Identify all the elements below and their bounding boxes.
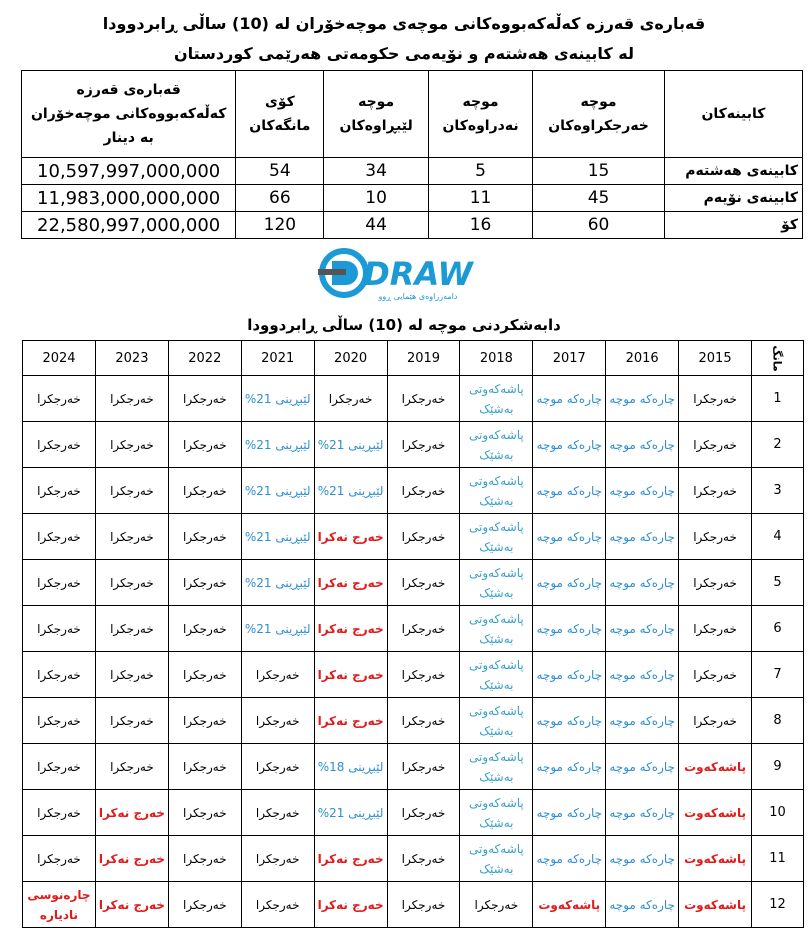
salary-status-cell: خەرجکرا <box>679 606 752 652</box>
salary-status-cell: خەرجکرا <box>95 652 168 698</box>
salary-status-cell: خەرجکرا <box>95 698 168 744</box>
salary-status-cell: خەرجکرا <box>387 560 460 606</box>
year-header-cell: 2022 <box>168 341 241 376</box>
salary-status-cell: پاشەکەوتی بەشێک <box>460 790 533 836</box>
summary-value-cell: 120 <box>236 212 324 239</box>
salary-status-cell: خەرجکرا <box>23 514 96 560</box>
salary-status-cell: چارەکە موچە <box>533 744 606 790</box>
summary-row <box>22 185 803 212</box>
salary-status-cell: چارەکە موچە <box>606 744 679 790</box>
salary-status-cell: پاشەکەوتی بەشێک <box>460 376 533 422</box>
salary-status-cell: خەرج نەکرا <box>314 514 387 560</box>
detail-header-row <box>23 341 804 376</box>
salary-status-cell: خەرجکرا <box>460 882 533 928</box>
month-number-cell: 5 <box>752 560 804 606</box>
month-corner-cell <box>752 341 804 376</box>
salary-status-cell: خەرجکرا <box>168 514 241 560</box>
cabinet-name-cell: کۆ <box>664 212 802 239</box>
salary-status-cell: پاشەکەوتی بەشێک <box>460 698 533 744</box>
summary-value-cell: 15 <box>533 158 665 185</box>
summary-header-cell: موچە خەرجکراوەکان <box>533 71 665 158</box>
page-subtitle: لە کابینەی هەشتەم و نۆیەمی حکومەتی هەرێمی کوردستان <box>173 44 635 63</box>
month-row <box>23 468 804 514</box>
salary-status-cell: خەرجکرا <box>679 652 752 698</box>
salary-status-cell: خەرجکرا <box>95 468 168 514</box>
salary-status-cell: خەرج نەکرا <box>314 560 387 606</box>
year-header-cell: 2015 <box>679 341 752 376</box>
salary-status-cell: پاشەکەوتی بەشێک <box>460 652 533 698</box>
salary-status-cell: لێبڕینی 21% <box>241 422 314 468</box>
salary-status-cell: چارەکە موچە <box>533 560 606 606</box>
salary-status-cell: چارەکە موچە <box>606 422 679 468</box>
salary-status-cell: خەرجکرا <box>387 744 460 790</box>
month-row <box>23 514 804 560</box>
year-header-cell: 2017 <box>533 341 606 376</box>
salary-status-cell: خەرج نەکرا <box>95 790 168 836</box>
salary-status-cell: چارەکە موچە <box>606 698 679 744</box>
summary-row <box>22 212 803 239</box>
month-row <box>23 560 804 606</box>
salary-status-cell: پاشەکەوت <box>533 882 606 928</box>
salary-status-cell: خەرجکرا <box>679 376 752 422</box>
salary-status-cell: خەرجکرا <box>168 560 241 606</box>
salary-status-cell: خەرجکرا <box>168 698 241 744</box>
salary-status-cell: خەرج نەکرا <box>314 606 387 652</box>
logo-tagline: دامەزراوەی هێمایی ڕوو <box>378 292 458 301</box>
salary-status-cell: خەرجکرا <box>23 698 96 744</box>
salary-status-cell: چارەکە موچە <box>533 790 606 836</box>
month-number-cell: 2 <box>752 422 804 468</box>
salary-status-cell: خەرجکرا <box>168 790 241 836</box>
salary-status-cell: پاشەکەوتی بەشێک <box>460 744 533 790</box>
salary-status-cell: لێبڕینی 21% <box>314 790 387 836</box>
salary-status-cell: خەرجکرا <box>679 560 752 606</box>
summary-value-cell: 54 <box>236 158 324 185</box>
salary-status-cell: خەرجکرا <box>387 836 460 882</box>
month-row <box>23 652 804 698</box>
salary-status-cell: خەرجکرا <box>95 606 168 652</box>
salary-status-cell: پاشەکەوت <box>679 882 752 928</box>
year-header-cell: 2023 <box>95 341 168 376</box>
salary-status-cell: خەرجکرا <box>241 744 314 790</box>
summary-row <box>22 158 803 185</box>
salary-status-cell: چارەنوسی نادیارە <box>23 882 96 928</box>
salary-status-cell: خەرجکرا <box>95 560 168 606</box>
salary-status-cell: لێبڕینی 21% <box>241 560 314 606</box>
salary-status-cell: خەرجکرا <box>387 376 460 422</box>
summary-header-cell: کۆی مانگەکان <box>236 71 324 158</box>
summary-value-cell: 10,597,997,000,000 <box>22 158 236 185</box>
salary-status-cell: چارەکە موچە <box>533 836 606 882</box>
salary-status-cell: خەرجکرا <box>314 376 387 422</box>
month-row <box>23 882 804 928</box>
year-header-cell: 2020 <box>314 341 387 376</box>
month-row <box>23 376 804 422</box>
summary-header-row <box>22 71 803 158</box>
salary-status-cell: خەرجکرا <box>241 882 314 928</box>
summary-table <box>21 70 803 239</box>
year-header-cell: 2019 <box>387 341 460 376</box>
salary-status-cell: چارەکە موچە <box>606 606 679 652</box>
summary-value-cell: 34 <box>324 158 428 185</box>
month-number-cell: 8 <box>752 698 804 744</box>
salary-status-cell: خەرجکرا <box>387 652 460 698</box>
salary-status-cell: چارەکە موچە <box>533 652 606 698</box>
salary-status-cell: خەرج نەکرا <box>95 882 168 928</box>
salary-status-cell: خەرجکرا <box>241 698 314 744</box>
salary-status-cell: خەرجکرا <box>241 790 314 836</box>
salary-status-cell: خەرجکرا <box>168 376 241 422</box>
month-row <box>23 744 804 790</box>
year-header-cell: 2021 <box>241 341 314 376</box>
summary-value-cell: 60 <box>533 212 665 239</box>
summary-value-cell: 22,580,997,000,000 <box>22 212 236 239</box>
month-number-cell: 1 <box>752 376 804 422</box>
salary-status-cell: چارەکە موچە <box>606 560 679 606</box>
salary-status-cell: چارەکە موچە <box>606 790 679 836</box>
month-row <box>23 698 804 744</box>
salary-status-cell: خەرجکرا <box>679 422 752 468</box>
month-number-cell: 11 <box>752 836 804 882</box>
salary-status-cell: خەرجکرا <box>95 376 168 422</box>
summary-value-cell: 66 <box>236 185 324 212</box>
salary-status-cell: چارەکە موچە <box>533 698 606 744</box>
salary-status-cell: خەرج نەکرا <box>314 882 387 928</box>
salary-status-cell: خەرجکرا <box>679 468 752 514</box>
summary-header-cell: موچە نەدراوەکان <box>428 71 532 158</box>
logo-mark <box>318 251 366 295</box>
salary-status-cell: خەرجکرا <box>168 468 241 514</box>
cabinet-name-cell: کابینەی نۆیەم <box>664 185 802 212</box>
salary-status-cell: لێبڕینی 21% <box>241 514 314 560</box>
year-header-cell: 2016 <box>606 341 679 376</box>
salary-status-cell: خەرجکرا <box>679 698 752 744</box>
salary-status-cell: خەرجکرا <box>23 606 96 652</box>
summary-header-cell: قەبارەی قەرزە کەڵەکەبووەکانی موچەخۆران بە دینار <box>22 71 236 158</box>
salary-status-cell: خەرجکرا <box>23 468 96 514</box>
salary-status-cell: چارەکە موچە <box>606 468 679 514</box>
salary-status-cell: پاشەکەوتی بەشێک <box>460 560 533 606</box>
logo-word: DRAW <box>363 255 473 293</box>
salary-status-cell: خەرجکرا <box>23 836 96 882</box>
salary-status-cell: خەرجکرا <box>387 790 460 836</box>
salary-status-cell: خەرج نەکرا <box>314 652 387 698</box>
summary-header-cell: موچە لێبڕاوەکان <box>324 71 428 158</box>
month-number-cell: 4 <box>752 514 804 560</box>
month-number-cell: 3 <box>752 468 804 514</box>
summary-header-cell: کابینەکان <box>664 71 802 158</box>
salary-status-cell: خەرجکرا <box>387 606 460 652</box>
salary-status-cell: خەرجکرا <box>387 422 460 468</box>
salary-status-cell: چارەکە موچە <box>606 652 679 698</box>
salary-status-cell: خەرجکرا <box>168 652 241 698</box>
salary-status-cell: پاشەکەوت <box>679 744 752 790</box>
salary-status-cell: خەرجکرا <box>23 790 96 836</box>
salary-status-cell: خەرجکرا <box>168 606 241 652</box>
salary-status-cell: لێبڕینی 21% <box>241 606 314 652</box>
salary-status-cell: خەرجکرا <box>95 744 168 790</box>
salary-status-cell: خەرجکرا <box>23 652 96 698</box>
salary-status-cell: لێبڕینی 21% <box>241 468 314 514</box>
summary-value-cell: 11 <box>428 185 532 212</box>
salary-status-cell: چارەکە موچە <box>533 606 606 652</box>
salary-status-cell: چارەکە موچە <box>533 422 606 468</box>
salary-status-cell: لێبڕینی 18% <box>314 744 387 790</box>
draw-logo <box>318 247 488 303</box>
salary-status-cell: خەرجکرا <box>387 514 460 560</box>
month-corner-label: مانگ <box>771 344 784 372</box>
salary-status-cell: پاشەکەوت <box>679 836 752 882</box>
month-number-cell: 7 <box>752 652 804 698</box>
salary-status-cell: خەرجکرا <box>23 422 96 468</box>
salary-status-cell: چارەکە موچە <box>533 514 606 560</box>
salary-status-cell: لێبڕینی 21% <box>241 376 314 422</box>
salary-status-cell: خەرجکرا <box>23 560 96 606</box>
summary-value-cell: 45 <box>533 185 665 212</box>
salary-status-cell: چارەکە موچە <box>606 514 679 560</box>
salary-status-cell: پاشەکەوتی بەشێک <box>460 836 533 882</box>
summary-value-cell: 16 <box>428 212 532 239</box>
salary-status-cell: پاشەکەوت <box>679 790 752 836</box>
salary-status-cell: چارەکە موچە <box>533 468 606 514</box>
salary-status-cell: خەرجکرا <box>241 836 314 882</box>
summary-value-cell: 11,983,000,000,000 <box>22 185 236 212</box>
month-number-cell: 10 <box>752 790 804 836</box>
page-title: قەبارەی قەرزە کەڵەکەبووەکانی موچەی موچەخۆران لە (10) ساڵی ڕابردوودا <box>102 14 706 33</box>
salary-status-cell: خەرج نەکرا <box>314 698 387 744</box>
salary-status-cell: خەرجکرا <box>168 836 241 882</box>
salary-status-cell: لێبڕینی 21% <box>314 468 387 514</box>
salary-status-cell: خەرجکرا <box>95 514 168 560</box>
month-row <box>23 790 804 836</box>
salary-status-cell: پاشەکەوتی بەشێک <box>460 514 533 560</box>
salary-status-cell: خەرجکرا <box>23 376 96 422</box>
salary-status-cell: چارەکە موچە <box>606 882 679 928</box>
salary-status-cell: خەرجکرا <box>168 422 241 468</box>
month-number-cell: 9 <box>752 744 804 790</box>
cabinet-name-cell: کابینەی هەشتەم <box>664 158 802 185</box>
salary-status-cell: خەرج نەکرا <box>314 836 387 882</box>
month-number-cell: 12 <box>752 882 804 928</box>
summary-value-cell: 44 <box>324 212 428 239</box>
salary-status-cell: خەرجکرا <box>387 698 460 744</box>
salary-status-cell: چارەکە موچە <box>606 836 679 882</box>
year-header-cell: 2018 <box>460 341 533 376</box>
month-row <box>23 422 804 468</box>
salary-status-cell: خەرجکرا <box>679 514 752 560</box>
salary-status-cell: خەرجکرا <box>168 744 241 790</box>
month-number-cell: 6 <box>752 606 804 652</box>
detail-title: دابەشکردنی موچە لە (10) ساڵی ڕابردوودا <box>247 316 561 334</box>
year-header-cell: 2024 <box>23 341 96 376</box>
salary-status-cell: خەرجکرا <box>241 652 314 698</box>
summary-value-cell: 10 <box>324 185 428 212</box>
salary-status-cell: خەرجکرا <box>387 882 460 928</box>
month-row <box>23 606 804 652</box>
salary-status-cell: پاشەکەوتی بەشێک <box>460 422 533 468</box>
salary-status-cell: خەرج نەکرا <box>95 836 168 882</box>
salary-status-cell: خەرجکرا <box>23 744 96 790</box>
salary-status-cell: خەرجکرا <box>95 422 168 468</box>
summary-value-cell: 5 <box>428 158 532 185</box>
salary-status-cell: خەرجکرا <box>387 468 460 514</box>
salary-status-cell: پاشەکەوتی بەشێک <box>460 606 533 652</box>
salary-distribution-table <box>22 340 804 928</box>
salary-status-cell: پاشەکەوتی بەشێک <box>460 468 533 514</box>
salary-status-cell: چارەکە موچە <box>606 376 679 422</box>
salary-status-cell: چارەکە موچە <box>533 376 606 422</box>
salary-status-cell: خەرجکرا <box>168 882 241 928</box>
month-row <box>23 836 804 882</box>
salary-status-cell: لێبڕینی 21% <box>314 422 387 468</box>
